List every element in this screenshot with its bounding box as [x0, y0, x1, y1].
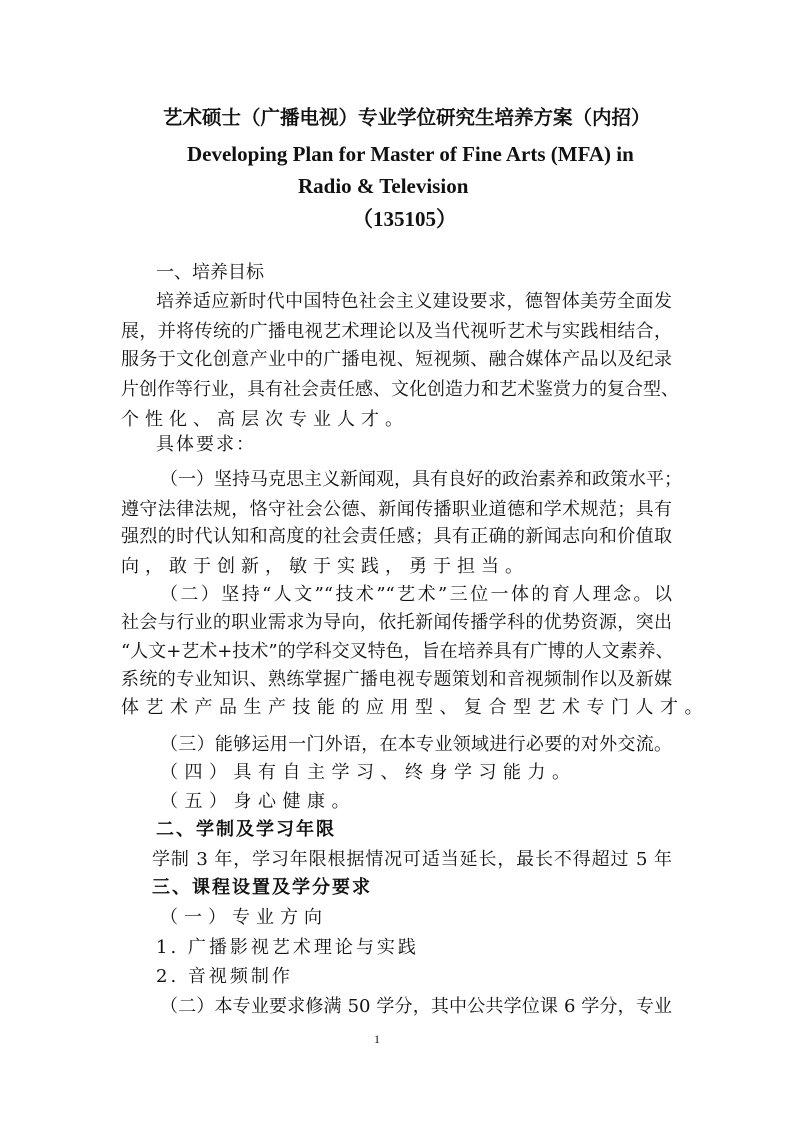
- section-heading: 二、学制及学习年限: [156, 819, 336, 840]
- document-title: 艺术硕士（广播电视）专业学位研究生培养方案（内招）: [163, 106, 651, 129]
- paragraph-line: （五）身心健康。: [160, 791, 356, 812]
- paragraph-line: 个性化、高层次专业人才。: [121, 409, 409, 430]
- paragraph-line: （二）坚持“人文”“技术”“艺术”三位一体的育人理念。以: [160, 584, 672, 605]
- page-number: 1: [374, 1032, 380, 1046]
- paragraph-line: （一）坚持马克思主义新闻观，具有良好的政治素养和政策水平；: [160, 469, 682, 490]
- document-title-english-line-1: Developing Plan for Master of Fine Arts (MFA) in: [187, 142, 634, 166]
- paragraph-line: 社会与行业的职业需求为导向，依托新闻传播学科的优势资源，突出: [121, 612, 672, 633]
- paragraph-line: （一）专业方向: [160, 907, 328, 928]
- paragraph-line: 向，敢于创新，敏于实践，勇于担当。: [121, 556, 529, 577]
- paragraph-line: 强烈的时代认知和高度的社会责任感；具有正确的新闻志向和价值取: [121, 526, 672, 547]
- paragraph-line: “人文+艺术+技术”的学科交叉特色，旨在培养具有广博的人文素养、: [121, 641, 674, 662]
- paragraph-line: 学制 3 年，学习年限根据情况可适当延长，最长不得超过 5 年: [152, 849, 672, 870]
- paragraph-line: 系统的专业知识、熟练掌握广播电视专题策划和音视频制作以及新媒: [121, 669, 672, 690]
- list-item: 2. 音视频制作: [156, 966, 293, 987]
- paragraph-line: （四）具有自主学习、终身学习能力。: [160, 762, 577, 783]
- paragraph-line: 片创作等行业，具有社会责任感、文化创造力和艺术鉴赏力的复合型、: [121, 379, 679, 400]
- paragraph-line: 服务于文化创意产业中的广播电视、短视频、融合媒体产品以及纪录: [121, 349, 672, 370]
- document-title-english-line-2: Radio & Television: [298, 174, 469, 198]
- paragraph-line: 具体要求：: [156, 434, 256, 455]
- section-heading: 一、培养目标: [156, 262, 264, 283]
- paragraph-line: （三）能够运用一门外语，在本专业领域进行必要的对外交流。: [160, 734, 672, 755]
- paragraph-line: （二）本专业要求修满 50 学分，其中公共学位课 6 学分，专业: [160, 996, 672, 1017]
- paragraph-line: 展，并将传统的广播电视艺术理论以及当代视听艺术与实践相结合，: [121, 321, 672, 342]
- paragraph-line: 遵守法律法规，恪守社会公德、新闻传播职业道德和学术规范；具有: [121, 499, 672, 520]
- paragraph-line: 体艺术产品生产技能的应用型、复合型艺术专门人才。: [121, 697, 709, 718]
- list-item: 1. 广播影视艺术理论与实践: [156, 937, 419, 958]
- paragraph-line: 培养适应新时代中国特色社会主义建设要求，德智体美劳全面发: [156, 291, 672, 312]
- program-code: （135105）: [352, 207, 457, 231]
- section-heading: 三、课程设置及学分要求: [152, 877, 372, 898]
